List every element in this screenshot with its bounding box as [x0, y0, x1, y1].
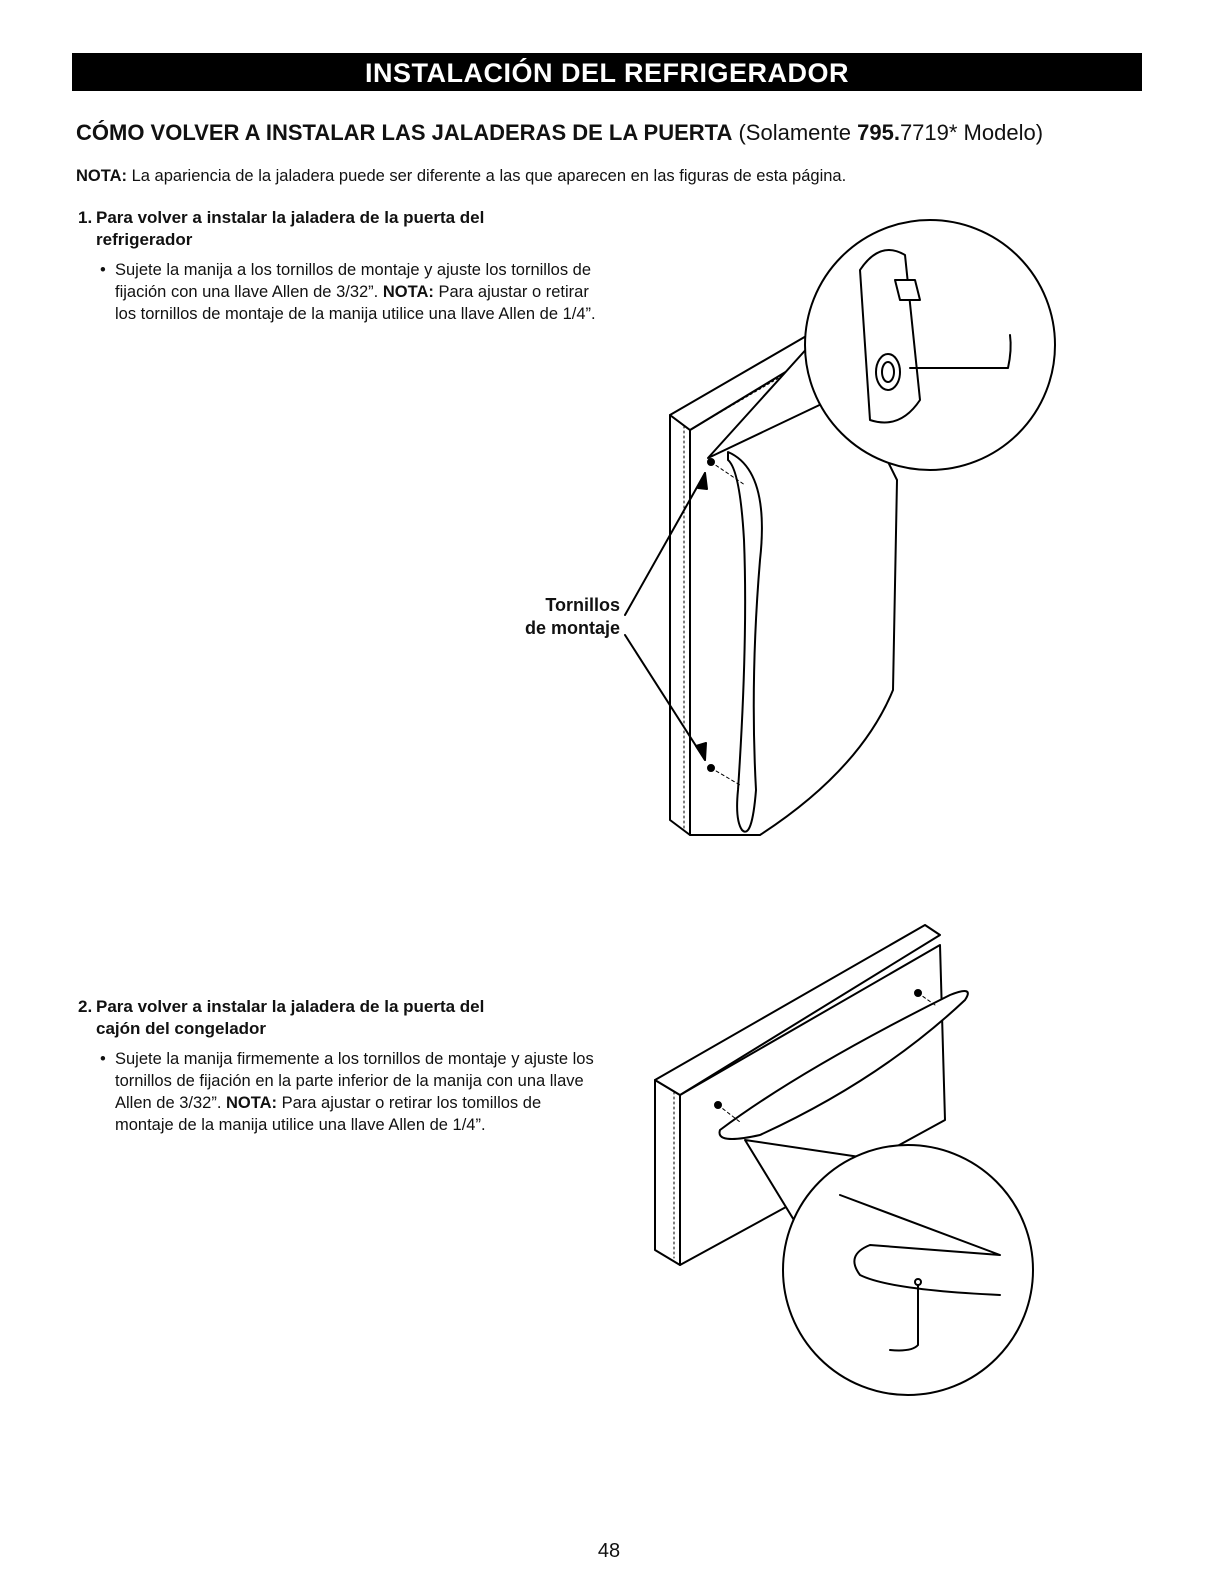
step-2-heading — [78, 996, 598, 1040]
section-title — [76, 120, 1156, 146]
allen-key-icon — [910, 335, 1011, 368]
step-2-bullet — [100, 1048, 598, 1136]
section-title-bold: CÓMO VOLVER A INSTALAR LAS JALADERAS DE LA PUERTA — [76, 120, 733, 145]
step-1-heading-line1: Para volver a instalar la jaladera de la puerta del — [96, 208, 485, 227]
step-2-heading-line2: cajón del congelador — [96, 1019, 267, 1038]
left-screw-icon — [715, 1102, 721, 1108]
callout-line1: Tornillos — [545, 595, 620, 615]
step-1 — [78, 207, 598, 325]
general-note — [76, 167, 846, 186]
general-note-label: NOTA: — [76, 167, 128, 185]
callout-line2: de montaje — [524, 618, 620, 638]
top-screw-icon — [708, 459, 714, 465]
section-banner — [72, 53, 1142, 91]
callout-arrow-bottom — [625, 635, 705, 760]
step-1-bullet — [100, 259, 598, 325]
step-1-number: 1. — [78, 208, 93, 227]
general-note-text: La apariencia de la jaladera puede ser diferente a las que aparecen en las figuras de esta página. — [127, 167, 847, 185]
allen-key-icon — [890, 1282, 918, 1350]
screws-callout — [480, 594, 620, 640]
section-title-paren-open: (Solamente — [738, 120, 858, 145]
right-screw-icon — [915, 990, 921, 996]
detail-circle-top — [805, 220, 1055, 470]
detail-circle-bottom — [783, 1145, 1033, 1395]
drawer-handle — [720, 991, 968, 1139]
step-1-bullet-text: Sujete la manija a los tornillos de montaje y ajuste los tornillos de fijación con una llave Allen de 3/32”. — [115, 261, 592, 301]
step-2-heading-line1: Para volver a instalar la jaladera de la puerta del — [96, 997, 485, 1016]
door-top — [670, 335, 830, 430]
drawer-side — [655, 1080, 680, 1265]
bottom-screw-icon — [708, 765, 714, 771]
step-2-note-text: Para ajustar o retirar los tomillos de montaje de la manija utilice una llave Allen de 1/4”. — [115, 1094, 542, 1134]
drawer-top — [655, 925, 940, 1095]
handle — [728, 452, 762, 832]
step-1-note-label: NOTA: — [382, 283, 434, 301]
step-2-number: 2. — [78, 997, 93, 1016]
door-side — [670, 415, 690, 835]
door-front — [690, 345, 897, 835]
step-1-heading — [78, 207, 598, 251]
drawer-front — [680, 945, 945, 1265]
step-2-note-label: NOTA: — [226, 1094, 278, 1112]
step-2-bullet-text: Sujete la manija firmemente a los tornillos de montaje y ajuste los tornillos de fijación en la parte inferior de la manija con una llave Allen de 3/32”. — [115, 1050, 594, 1112]
section-title-paren-close: 7719* Modelo) — [899, 120, 1044, 145]
bullet-dot-icon: • — [100, 261, 106, 279]
step-2 — [78, 996, 598, 1136]
banner-title: INSTALACIÓN DEL REFRIGERADOR — [364, 58, 849, 88]
page-number: 48 — [597, 1540, 621, 1562]
section-title-model: 795. — [857, 120, 900, 145]
step-1-note-text: Para ajustar o retirar los tornillos de montaje de la manija utilice una llave Allen de 1/4”. — [115, 283, 596, 323]
bullet-dot-icon: • — [100, 1050, 106, 1068]
callout-arrow-top — [625, 473, 705, 615]
step-1-heading-line2: refrigerador — [96, 230, 193, 249]
